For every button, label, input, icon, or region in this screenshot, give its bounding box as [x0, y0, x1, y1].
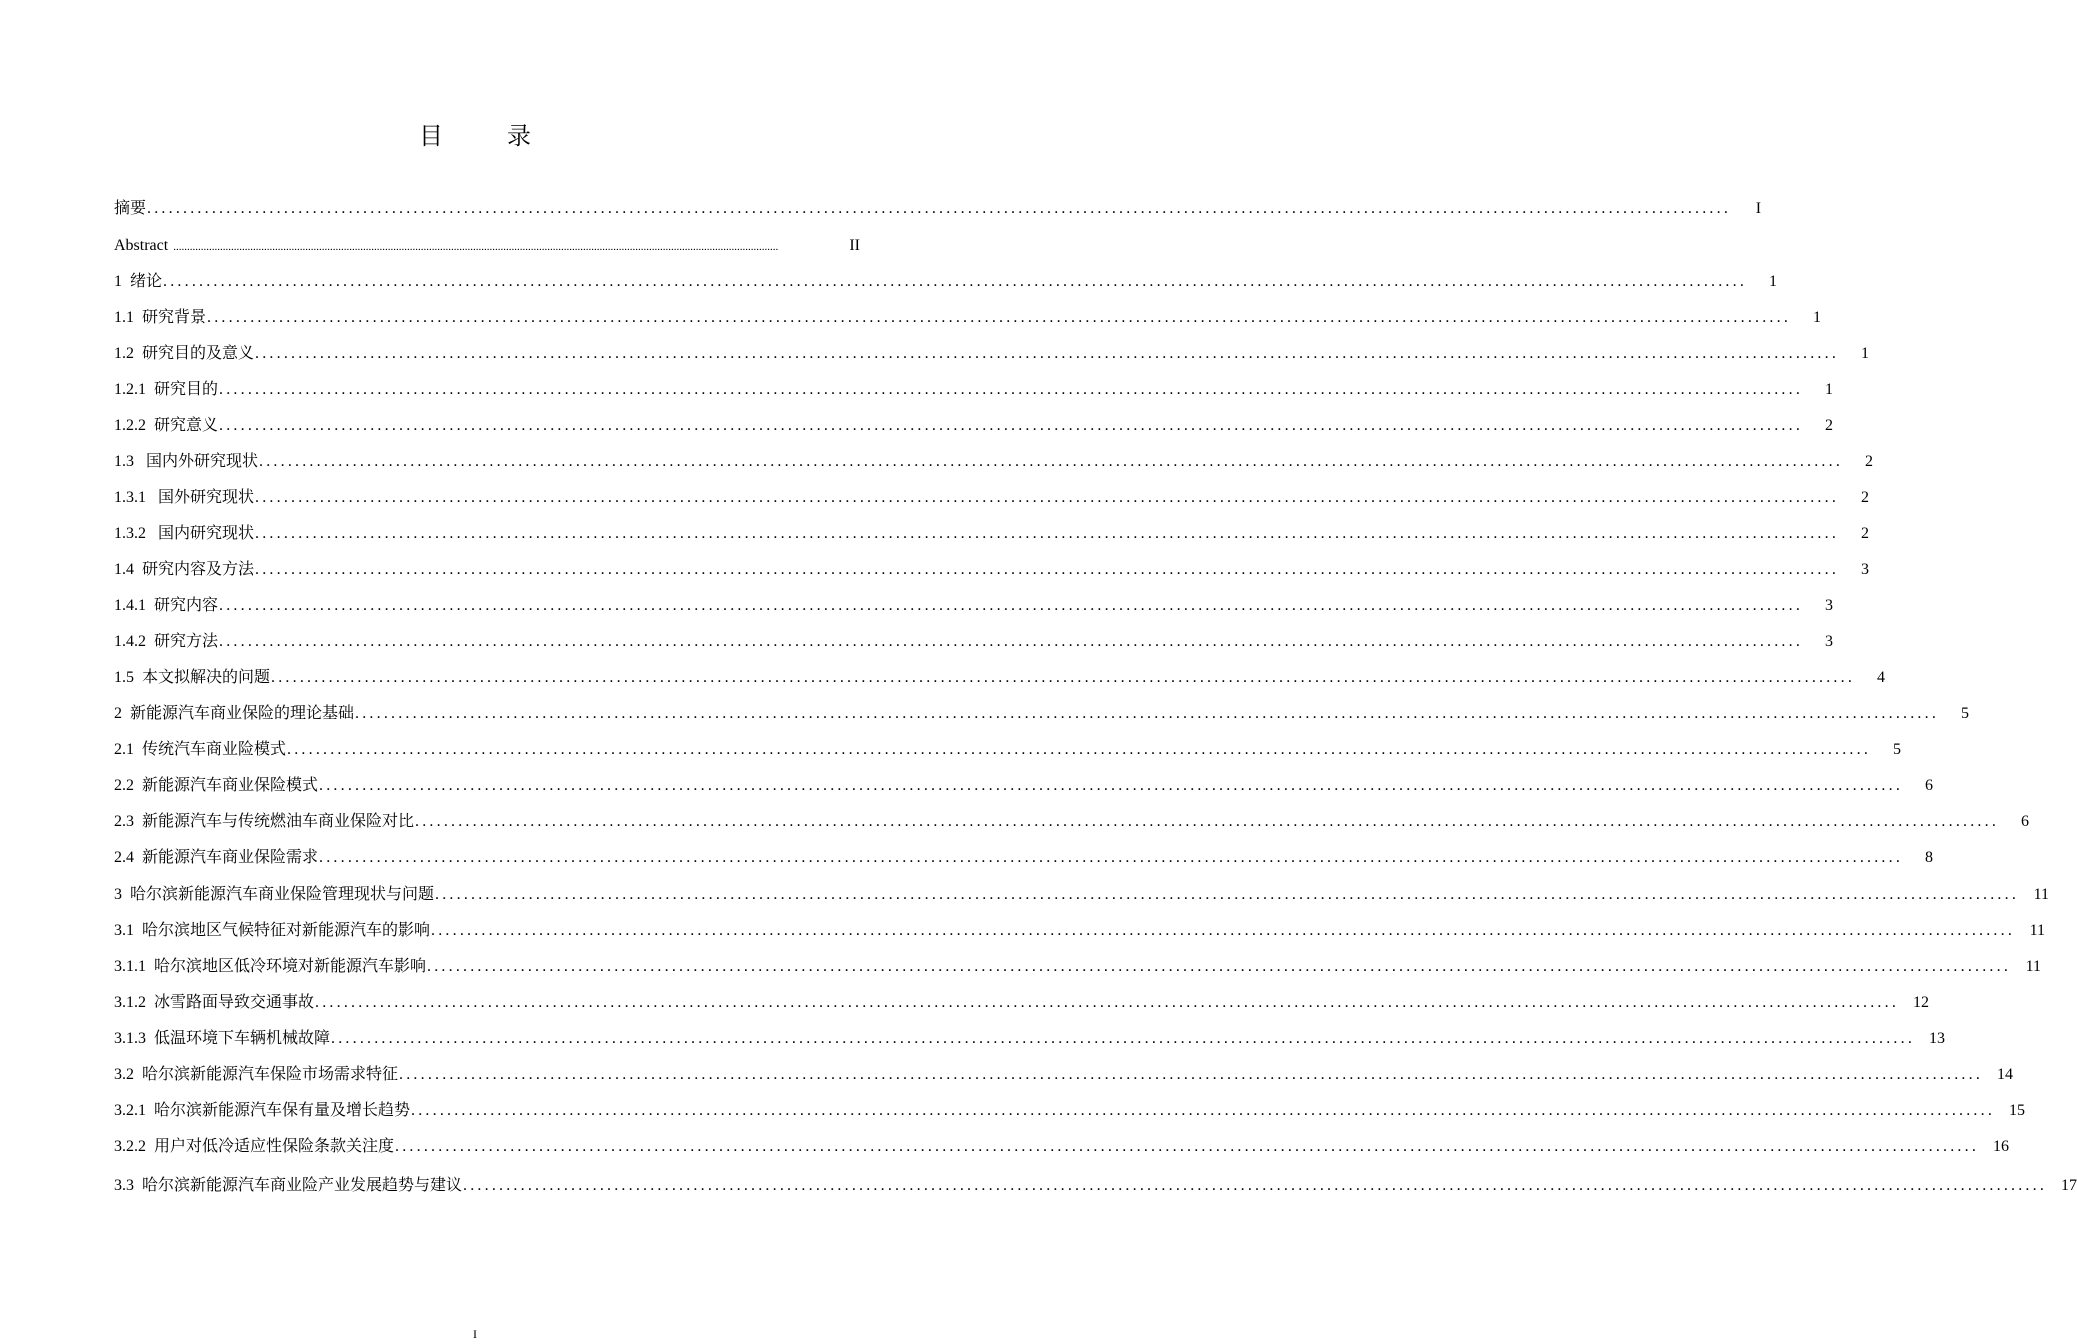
- toc-entry-page-number: 14: [1997, 1066, 2014, 1083]
- toc-dot-leader: ............................................................................................................................................................................................................................: [255, 525, 1840, 542]
- toc-entry-page-number: 2: [1865, 453, 1874, 470]
- toc-entry-page-number: II: [849, 237, 860, 254]
- toc-entry-title: 1.4 研究内容及方法: [114, 561, 255, 578]
- toc-entry-title: 2 新能源汽车商业保险的理论基础: [114, 705, 355, 722]
- toc-entry[interactable]: [114, 774, 1934, 798]
- toc-dot-leader: ............................................................................................................................................................................................................................: [415, 813, 2000, 830]
- toc-entry-page-number: 2: [1861, 525, 1870, 542]
- toc-entry-title: 1.5 本文拟解决的问题: [114, 669, 271, 686]
- toc-entry[interactable]: [114, 1174, 2077, 1198]
- toc-entry-page-number: 17: [2061, 1177, 2077, 1194]
- page-title: 目 录: [419, 124, 551, 150]
- toc-entry-page-number: 1: [1813, 309, 1822, 326]
- toc-entry[interactable]: [114, 846, 1934, 870]
- toc-entry[interactable]: [114, 342, 1870, 366]
- toc-entry[interactable]: [114, 666, 1886, 690]
- toc-dot-leader: ............................................................................................................................................................................................................................: [163, 273, 1748, 290]
- toc-entry-title: 3.2 哈尔滨新能源汽车保险市场需求特征: [114, 1066, 399, 1083]
- toc-entry-title: 1.2.1 研究目的: [114, 381, 219, 398]
- toc-dot-leader: ............................................................................................................................................................................................................................: [271, 669, 1856, 686]
- toc-entry-page-number: 3: [1861, 561, 1870, 578]
- toc-entry[interactable]: [114, 486, 1870, 510]
- toc-entry-page-number: 5: [1961, 705, 1970, 722]
- toc-entry-page-number: 2: [1825, 417, 1834, 434]
- toc-entry-title: 2.3 新能源汽车与传统燃油车商业保险对比: [114, 813, 415, 830]
- toc-entry[interactable]: [114, 522, 1870, 546]
- toc-entry-title: 2.1 传统汽车商业险模式: [114, 741, 287, 758]
- toc-dot-leader: ............................................................................................................................................................................................................................: [427, 958, 2012, 975]
- toc-dot-leader: ............................................................................................................................................................................................................................: [463, 1177, 2048, 1194]
- toc-entry-page-number: 15: [2009, 1102, 2026, 1119]
- toc-dot-leader: ............................................................................................................................................................................................................................: [207, 309, 1792, 326]
- toc-entry[interactable]: [114, 234, 860, 258]
- toc-entry-page-number: 6: [2021, 813, 2030, 830]
- toc-entry[interactable]: [114, 1135, 2010, 1159]
- toc-entry[interactable]: [114, 1063, 2014, 1087]
- toc-entry-title: 3.1 哈尔滨地区气候特征对新能源汽车的影响: [114, 922, 431, 939]
- toc-dot-leader: ............................................................................................................................................................................................................................: [287, 741, 1872, 758]
- toc-entry[interactable]: [114, 1027, 1946, 1051]
- toc-entry-title: 1.3.1 国外研究现状: [114, 489, 255, 506]
- toc-entry-page-number: 3: [1825, 633, 1834, 650]
- toc-entry[interactable]: [114, 1099, 2026, 1123]
- toc-entry-title: Abstract: [114, 237, 173, 254]
- toc-entry-title: 1.1 研究背景: [114, 309, 207, 326]
- toc-entry-page-number: 4: [1877, 669, 1886, 686]
- toc-entry[interactable]: [114, 414, 1834, 438]
- toc-entry[interactable]: [114, 919, 2046, 943]
- toc-entry-title: 3.2.2 用户对低冷适应性保险条款关注度: [114, 1138, 395, 1155]
- toc-dot-leader: ............................................................................................................................................................................................................................: [435, 886, 2020, 903]
- toc-entry-title: 3.1.1 哈尔滨地区低冷环境对新能源汽车影响: [114, 958, 427, 975]
- toc-entry[interactable]: [114, 378, 1834, 402]
- toc-entry-title: 1 绪论: [114, 273, 163, 290]
- toc-entry-page-number: 8: [1925, 849, 1934, 866]
- toc-entry-page-number: 11: [2033, 886, 2050, 903]
- toc-entry[interactable]: [114, 702, 1970, 726]
- toc-dot-leader: ............................................................................................................................................................................................................................: [399, 1066, 1984, 1083]
- toc-entry-page-number: 12: [1913, 994, 1930, 1011]
- toc-dot-leader: ............................................................................................................................................................................................................................: [147, 200, 1732, 217]
- toc-dot-leader: ............................................................................................................................................................................................................................: [315, 994, 1900, 1011]
- toc-entry[interactable]: [114, 883, 2050, 907]
- toc-entry-title: 1.2.2 研究意义: [114, 417, 219, 434]
- toc-entry-title: 1.2 研究目的及意义: [114, 345, 255, 362]
- toc-dot-leader: ............................................................................................................................................................................................................................: [219, 597, 1804, 614]
- toc-entry-title: 1.4.2 研究方法: [114, 633, 219, 650]
- toc-entry-page-number: 2: [1861, 489, 1870, 506]
- toc-dot-leader: ............................................................................................................................................................................................................................: [431, 922, 2016, 939]
- footer-page-number: I: [473, 1327, 477, 1341]
- toc-entry-title: 2.2 新能源汽车商业保险模式: [114, 777, 319, 794]
- toc-dot-leader: ............................................................................................................................................................................................................................: [355, 705, 1940, 722]
- toc-entry-page-number: 13: [1929, 1030, 1946, 1047]
- toc-dot-leader: ............................................................................................................................................................................................................................: [319, 777, 1904, 794]
- toc-entry-title: 1.3.2 国内研究现状: [114, 525, 255, 542]
- toc-entry-page-number: 11: [2029, 922, 2046, 939]
- toc-entry[interactable]: [114, 197, 1762, 221]
- toc-entry[interactable]: [114, 450, 1874, 474]
- toc-entry-title: 3 哈尔滨新能源汽车商业保险管理现状与问题: [114, 886, 435, 903]
- toc-entry-title: 3.3 哈尔滨新能源汽车商业险产业发展趋势与建议: [114, 1177, 463, 1194]
- toc-entry-title: 摘要: [114, 200, 147, 217]
- toc-dot-leader: ............................................................................................................................................................................................................................: [255, 561, 1840, 578]
- toc-dot-leader: ............................................................................................................................................................................................................................: [395, 1138, 1980, 1155]
- toc-entry-page-number: 16: [1993, 1138, 2010, 1155]
- toc-entry-page-number: 1: [1825, 381, 1834, 398]
- toc-entry[interactable]: [114, 955, 2042, 979]
- toc-dot-leader: ............................................................................................................................................................................................................................: [319, 849, 1904, 866]
- toc-entry-page-number: 5: [1893, 741, 1902, 758]
- toc-entry[interactable]: [114, 558, 1870, 582]
- toc-dot-leader: ............................................................................................................................................................................................................................: [255, 345, 1840, 362]
- toc-dot-leader: ............................................................................................................................................................................................................................: [219, 633, 1804, 650]
- toc-entry[interactable]: [114, 270, 1778, 294]
- toc-entry-page-number: 1: [1861, 345, 1870, 362]
- toc-dot-leader: ............................................................................................................................................................................................................................: [219, 381, 1804, 398]
- toc-entry-title: 2.4 新能源汽车商业保险需求: [114, 849, 319, 866]
- toc-entry-page-number: 1: [1769, 273, 1778, 290]
- toc-entry-page-number: 6: [1925, 777, 1934, 794]
- toc-entry-page-number: 11: [2025, 958, 2042, 975]
- toc-entry-title: 3.1.2 冰雪路面导致交通事故: [114, 994, 315, 1011]
- toc-entry[interactable]: [114, 306, 1822, 330]
- toc-entry[interactable]: [114, 810, 2030, 834]
- toc-dot-leader: ............................................................................................................................................................................................................................: [255, 489, 1840, 506]
- toc-entry-title: 1.3 国内外研究现状: [114, 453, 259, 470]
- toc-entry[interactable]: [114, 630, 1834, 654]
- toc-entry[interactable]: [114, 738, 1902, 762]
- toc-entry-title: 1.4.1 研究内容: [114, 597, 219, 614]
- toc-entry[interactable]: [114, 991, 1930, 1015]
- toc-entry[interactable]: [114, 594, 1834, 618]
- toc-entry-page-number: 3: [1825, 597, 1834, 614]
- toc-dot-leader: ............................................................................................................................................................................................................................: [259, 453, 1844, 470]
- toc-dot-leader: ............................................................................................................................................................................................................................: [411, 1102, 1996, 1119]
- toc-entry-page-number: I: [1755, 200, 1762, 217]
- toc-entry-title: 3.1.3 低温环境下车辆机械故障: [114, 1030, 331, 1047]
- toc-dot-leader: ............................................................................................................................................................................................................................: [331, 1030, 1916, 1047]
- toc-dot-leader: ............................................................................................................................................................................................................................: [173, 241, 779, 253]
- toc-dot-leader: ............................................................................................................................................................................................................................: [219, 417, 1804, 434]
- toc-entry-title: 3.2.1 哈尔滨新能源汽车保有量及增长趋势: [114, 1102, 411, 1119]
